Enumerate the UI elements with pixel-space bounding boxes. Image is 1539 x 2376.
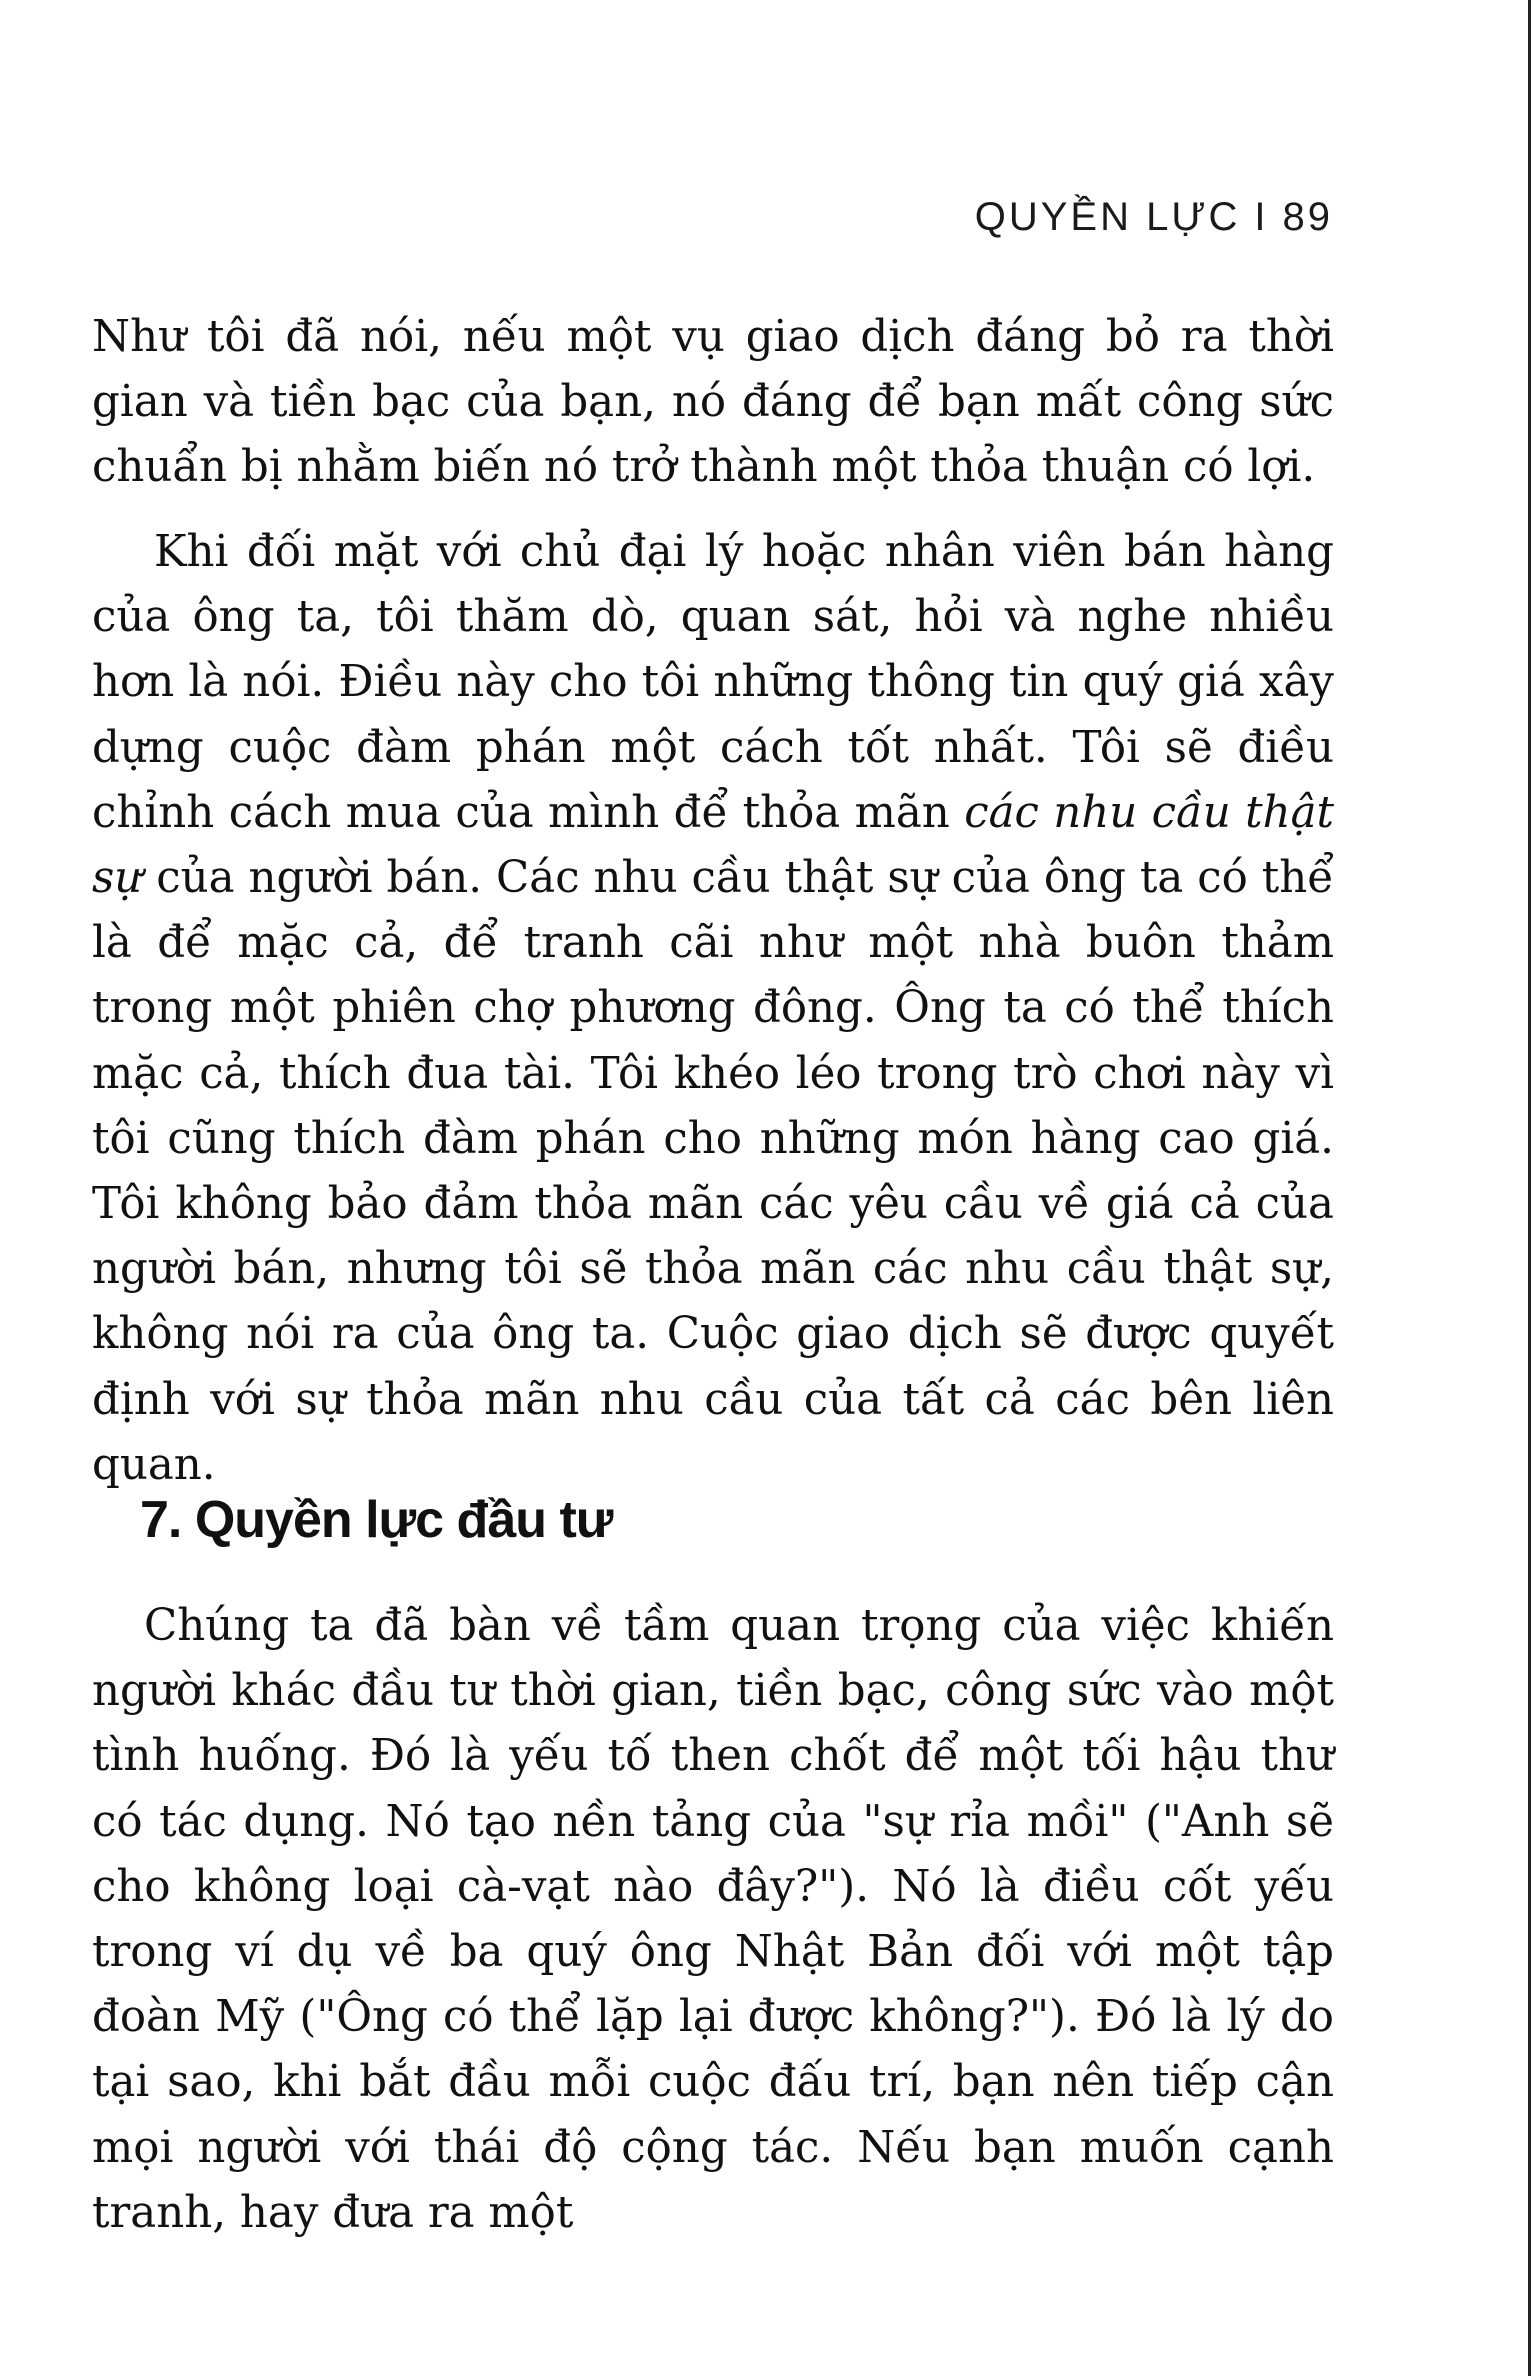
running-header bbox=[780, 195, 1333, 240]
running-header-separator: I bbox=[1254, 195, 1269, 239]
paragraph-2-text-start: Khi đối mặt với chủ đại lý hoặc nhân viên bán hàng của ông ta, tôi thăm dò, quan sát, hỏi và nghe nhiều hơn là nói. Điều này cho tôi những thông tin quý giá xây dựng cuộc đàm phán một cách tốt nhất. Tôi sẽ điều chỉnh cách mua của mình để thỏa mãn bbox=[92, 527, 1334, 838]
page-edge-shadow bbox=[1528, 0, 1531, 2376]
paragraph-2-text-end: của người bán. Các nhu cầu thật sự của ông ta có thể là để mặc cả, để tranh cãi như một nhà buôn thảm trong một phiên chợ phương đông. Ông ta có thể thích mặc cả, thích đua tài. Tôi khéo léo trong trò chơi này vì tôi cũng thích đàm phán cho những món hàng cao giá. Tôi không bảo đảm thỏa mãn các yêu cầu về giá cả của người bán, nhưng tôi sẽ thỏa mãn các nhu cầu thật sự, không nói ra của ông ta. Cuộc giao dịch sẽ được quyết định với sự thỏa mãn nhu cầu của tất cả các bên liên quan. bbox=[92, 853, 1334, 1490]
paragraph-3: Chúng ta đã bàn về tầm quan trọng của việc khiến người khác đầu tư thời gian, tiền bạc, công sức vào một tình huống. Đó là yếu tố then chốt để một tối hậu thư có tác dụng. Nó tạo nền tảng của "sự rỉa mồi" ("Anh sẽ cho không loại cà-vạt nào đây?"). Nó là điều cốt yếu trong ví dụ về ba quý ông Nhật Bản đối với một tập đoàn Mỹ ("Ông có thể lặp lại được không?"). Đó là lý do tại sao, khi bắt đầu mỗi cuộc đấu trí, bạn nên tiếp cận mọi người với thái độ cộng tác. Nếu bạn muốn cạnh tranh, hay đưa ra một bbox=[92, 1601, 1334, 2238]
paragraph-2-emphasis: các nhu cầu thật sự bbox=[92, 787, 1335, 904]
running-header-title: QUYỀN LỰC bbox=[974, 195, 1241, 239]
paragraph-2 bbox=[92, 520, 1334, 1498]
page-number: 89 bbox=[1282, 195, 1333, 239]
section-heading: 7. Quyền lực đầu tư bbox=[140, 1491, 613, 1549]
paragraph-1: Như tôi đã nói, nếu một vụ giao dịch đáng bỏ ra thời gian và tiền bạc của bạn, nó đáng để bạn mất công sức chuẩn bị nhằm biến nó trở thành một thỏa thuận có lợi. bbox=[92, 312, 1334, 493]
